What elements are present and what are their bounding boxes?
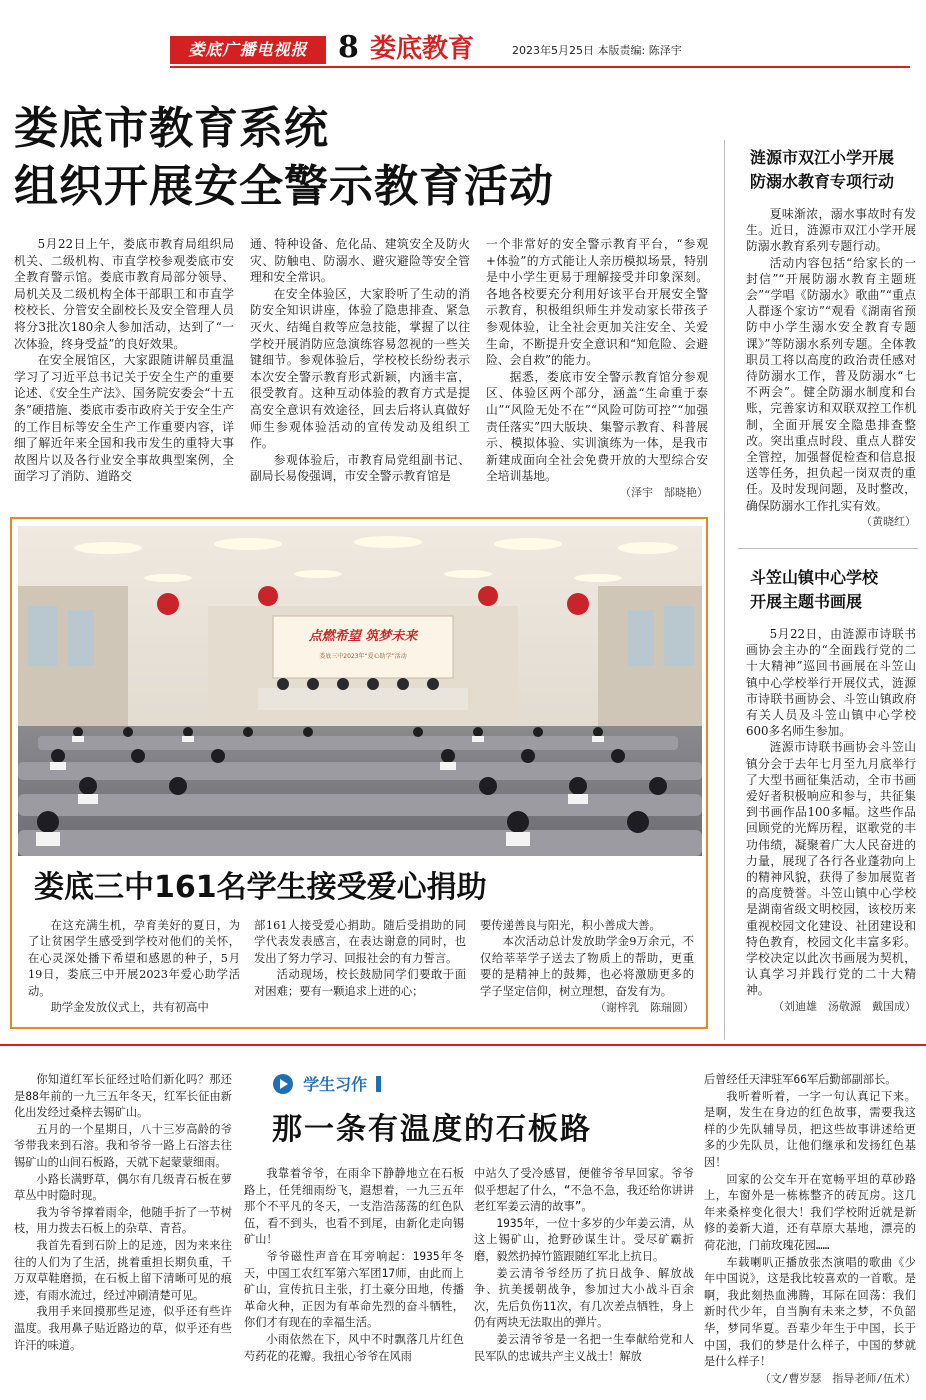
column-divider xyxy=(724,140,725,1040)
paragraph: 车载喇叭正播放张杰演唱的歌曲《少年中国说》，这是我比较喜欢的一首歌。是啊，我此刻热血沸腾，耳际在回荡：我们新时代少年，自当胸有未来之梦，不负韶华，梦同华夏。吾辈少年生于中国，长于中国，我们的梦是什么样子，中国的梦就是什么样子！ xyxy=(704,1255,916,1369)
story-col-3 xyxy=(474,1166,694,1365)
paragraph: 你知道红军长征经过哈们新化吗？那还是88年前的一九三五年冬天，红军长征由新化出发经过桑梓去锡矿山。 xyxy=(14,1073,232,1120)
story-col-1 xyxy=(14,1072,232,1354)
paragraph: 夏味渐浓，溺水事故时有发生。近日，涟源市双江小学开展防溺水教育系列专题行动。 xyxy=(746,207,916,254)
paragraph: 活动现场，校长鼓励同学们要敢于面对困难；要有一颗追求上进的心； xyxy=(254,968,466,998)
event-photo xyxy=(18,526,702,856)
feature-col-2 xyxy=(254,918,466,1000)
dateline: 2023年5月25日 本版责编: 陈泽宇 xyxy=(512,44,682,57)
paragraph: 通、特种设备、危化品、建筑安全及防火灾、防触电、防溺水、避灾避险等安全管理和安全常识。 xyxy=(250,237,470,285)
arrow-icon xyxy=(272,1073,298,1095)
paragraph: 据悉，娄底市安全警示教育馆分参观区、体验区两个部分，涵盖“生命重于泰山”“风险无处不在”“风险可防可控”“加强责任落实”四大版块、集警示教育、科普展示、模拟体验、实训演练为一体，是我市新建成面向全社会免费开放的大型综合安全培训基地。 xyxy=(486,369,708,484)
story-col-4 xyxy=(704,1072,916,1387)
main-article-col-2 xyxy=(250,236,470,485)
paragraph: 在安全展馆区，大家跟随讲解员重温学习了习近平总书记关于安全生产的重要论述、《安全生产法》、国务院安委会“十五条”硬措施、娄底市委市政府关于安全生产的工作目标等安全生产工作重要内容，详细了解近年来全国和我市发生的重特大事故图片以及各行业安全事故典型案例，全面学习了消防、道路交 xyxy=(14,353,234,484)
paragraph: 中站久了受冷感冒，便催爷爷早回家。爷爷似乎想起了什么，“不急不急，我还给你讲讲老红军姜云清的故事”。 xyxy=(474,1167,694,1214)
byline: （泽宇 郜晓艳） xyxy=(620,485,708,499)
tag-bar xyxy=(376,1076,381,1092)
main-article-col-1 xyxy=(14,236,234,485)
page-number: 8 xyxy=(338,30,359,65)
paragraph: 我首先看到石阶上的足迹，因为来来往往的人们为了生活，挑着重担长期负重，千万双草鞋磨损，在石板上留下清晰可见的痕迹，有雨水流过，经过冲刷清楚可见。 xyxy=(14,1238,232,1302)
paragraph: 回家的公交车开在宽畅平坦的草砂路上，车窗外是一栋栋整齐的砖瓦房。这几年来桑梓变化很大！我们学校附近就是新修的姜新大道，还有草原大基地，漂亮的荷花池，门前玫瑰花园…… xyxy=(704,1172,916,1252)
section-title: 娄底教育 xyxy=(370,34,475,64)
story-col-2 xyxy=(244,1166,464,1365)
paragraph: 本次活动总计发放助学金9万余元，不仅给莘莘学子送去了物质上的帮助，更重要的是精神上的鼓舞，也必将激励更多的学子坚定信仰，树立理想，奋发有为。 xyxy=(480,935,694,998)
masthead xyxy=(0,30,926,70)
student-column-tag xyxy=(272,1072,381,1094)
title-line: 涟源市双江小学开展 xyxy=(750,148,895,167)
byline: （文/曹岁瑟 指导老师/伍术） xyxy=(759,1371,916,1385)
title-line: 开展主题书画展 xyxy=(750,592,863,611)
bottom-section-rule xyxy=(0,1044,926,1046)
paragraph: 姜云清爷爷经历了抗日战争、解放战争、抗美援朝战争，参加过大小战斗百余次，先后负伤11次，有几次差点牺牲，身上仍有两块无法取出的弹片。 xyxy=(474,1266,694,1330)
paragraph: 我听着听着，一字一句认真记下来。是啊，发生在身边的红色故事，需要我这样的少先队辅导员，把这些故事讲述给更多的少先队员，让他们继承和发扬红色基因！ xyxy=(704,1089,916,1169)
banner-text-2: 娄底三中2023年“爱心助学”活动 xyxy=(319,653,407,660)
sidebar-1-body xyxy=(746,206,916,530)
paragraph: 爷爷磁性声音在耳旁响起：1935年冬天，中国工农红军第六军团17师，由此而上矿山，宣传抗日主张，打土豪分田地，传播革命火种，正因为有革命先烈的奋斗牺牲，你们才有现在的幸福生活。 xyxy=(244,1249,464,1330)
paragraph: 小路长满野草，偶尔有几级青石板在萝草丛中时隐时现。 xyxy=(14,1172,232,1203)
byline: （刘迪雄 汤敬源 戴国成） xyxy=(773,999,916,1013)
paragraph: 姜云清爷爷是一名把一生奉献给党和人民军队的忠诚共产主义战士！解放 xyxy=(474,1332,694,1363)
title-line: 斗笠山镇中心学校 xyxy=(750,568,879,587)
paragraph: 一个非常好的安全警示教育平台，“参观+体验”的方式能让人亲历模拟场景，特别是中小学生更易于理解接受并印象深刻。各地各校要充分利用好该平台开展安全警示教育，积极组织师生并发动家长带孩子参观体验，让全社会更加关注安全、关爱生命，不断提升安全意识和“知危险、会避险、会自救”的能力。 xyxy=(486,237,708,368)
sidebar-2-body xyxy=(746,626,916,1015)
byline: （黄晓红） xyxy=(861,514,916,528)
sidebar-2-title xyxy=(750,566,920,614)
byline: （谢梓乳 陈瑞圆） xyxy=(595,1001,694,1015)
feature-col-3 xyxy=(480,918,694,1016)
paragraph: 要传递善良与阳光，积小善成大善。 xyxy=(480,919,661,932)
title-line: 防溺水教育专项行动 xyxy=(750,172,895,191)
paragraph: 我为爷爷撑着雨伞，他随手折了一节树枝，用力拨去石板上的杂草、青苔。 xyxy=(14,1205,232,1236)
photo-illustration xyxy=(18,526,702,856)
paragraph: 在这充满生机，孕育美好的夏日，为了让贫困学生感受到学校对他们的关怀，在心灵深处播下希望和感恩的种子，5月19日，娄底三中开展2023年爱心助学活动。 xyxy=(28,919,240,998)
paragraph: 活动内容包括“给家长的一封信”“开展防溺水教育主题班会”“学唱《防溺水》歌曲”“重点人群逐个家访”“观看《湖南省预防中小学生溺水安全教育专题课》”等防溺水系列专题。全体教职员工将以高度的政治责任感对待防溺水工作，普及防溺水“七不两会”。健全防溺水制度和台账，完善家访和双联双控工作机制，全面开展安全隐患排查整改。突出重点时段、重点人群安全管控，加强督促检查和信息报送等任务，担负起一岗双责的重任。及时发现问题，及时整改，确保防溺水工作扎实有效。 xyxy=(746,255,916,513)
main-article-col-3 xyxy=(486,236,708,502)
feature-col-1 xyxy=(28,918,240,1016)
tag-label: 学生习作 xyxy=(303,1075,368,1094)
paragraph: 后曾经任天津驻军66军后勤部副部长。 xyxy=(704,1073,897,1086)
paragraph: 1935年，一位十多岁的少年姜云清，从这上锡矿山，抢野砂谋生计。受尽矿霸折磨，毅然扔掉竹篮跟随红军北上抗日。 xyxy=(474,1216,694,1263)
paragraph: 5月22日上午，娄底市教育局组织局机关、二级机构、市直学校参观娄底市安全教育警示馆。娄底市教育局部分领导、局机关及二级机构全体干部职工和市直学校校长、分管安全副校长及安全管理人员将分3批次180余人参加活动，达到了“一次体验，终身受益”的良好效果。 xyxy=(14,237,234,351)
paragraph: 部161人接受爱心捐助。随后受捐助的同学代表发表感言，在表达谢意的同时，也发出了努力学习、回报社会的有力誓言。 xyxy=(254,919,466,965)
brand-logo: 娄底广播电视报 xyxy=(170,36,326,64)
headline-line-2: 组织开展安全警示教育活动 xyxy=(14,161,554,212)
paragraph: 涟源市诗联书画协会斗笠山镇分会于去年七月至九月底举行了大型书画征集活动，全市书画爱好者积极响应和参与，共征集到书画作品100多幅。这些作品回顾党的光辉历程，讴歌党的丰功伟绩，凝聚着广大人民奋进的力量，展现了各行各业蓬勃向上的精神风貌，获得了参加展览者的高度赞誉。斗笠山镇中心学校是湖南省级文明校园，该校历来重视校园文化建设、社团建设和特色教育，校园文化丰富多彩。学校决定以此次书画展为契机，认真学习并践行党的二十大精神。 xyxy=(746,740,916,998)
paragraph: 在安全体验区，大家聆听了生动的消防安全知识讲座，体验了隐患排查、紧急灭火、结绳自救等应急技能，掌握了以往学校开展消防应急演练容易忽视的一些关键细节。参观体验后，学校校长纷纷表示本次安全警示教育形式新颖，内涵丰富，很受教育。这种互动体验的教育方式是提高安全意识有效途径，回去后将认真做好师生参观体验活动的宣传发动及组织工作。 xyxy=(250,286,470,451)
feature-title: 娄底三中161名学生接受爱心捐助 xyxy=(34,870,487,905)
headline-line-1: 娄底市教育系统 xyxy=(14,103,329,154)
main-headline xyxy=(14,100,724,216)
paragraph: 助学金发放仪式上，共有初高中 xyxy=(50,1001,209,1015)
paragraph: 5月22日，由涟源市诗联书画协会主办的“全面践行党的二十大精神”巡回书画展在斗笠山镇中心学校举行开展仪式，涟源市诗联书画协会、斗笠山镇政府有关人员及斗笠山镇中心学校600多名师生参加。 xyxy=(746,627,916,739)
paragraph: 五月的一个星期日，八十三岁高龄的爷爷带我来到石溶。我和爷爷一路上石溶去往锡矿山的山间石板路，天就下起蒙蒙细雨。 xyxy=(14,1122,232,1169)
header-rule xyxy=(170,66,910,68)
banner-text-1: 点燃希望 筑梦未来 xyxy=(308,629,418,644)
sidebar-divider xyxy=(738,548,918,549)
sidebar-1-title xyxy=(750,146,920,194)
paragraph: 小雨依然在下，风中不时飘落几片红色芍药花的花瓣。我扭心爷爷在风雨 xyxy=(244,1332,464,1363)
paragraph: 参观体验后，市教育局党组副书记、副局长易俊强调，市安全警示教育馆是 xyxy=(250,452,470,484)
story-title: 那一条有温度的石板路 xyxy=(272,1112,592,1147)
paragraph: 我用手来回摸那些足迹，似乎还有些许温度。我用鼻子贴近路边的草，似乎还有些许汗的味道。 xyxy=(14,1305,232,1352)
paragraph: 我靠着爷爷，在雨伞下静静地立在石板路上，任凭细雨纷飞，遐想着，一九三五年那个不平凡的冬天，一支浩浩荡荡的红色队伍，看不到头，也看不到尾，由新化走向锡矿山！ xyxy=(244,1167,464,1247)
